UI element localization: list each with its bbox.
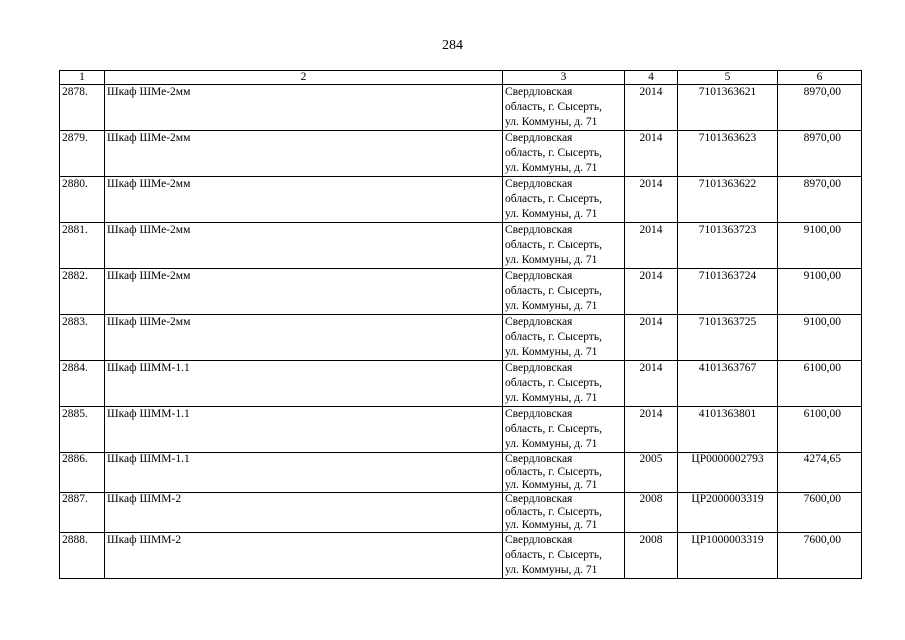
item-name-cell: Шкаф ШММ-1.1 [105, 453, 503, 493]
table-row [60, 269, 862, 315]
column-header: 5 [678, 71, 778, 85]
inventory-code-cell: 7101363723 [678, 223, 778, 269]
address-cell [503, 315, 625, 361]
inventory-code-cell: 7101363724 [678, 269, 778, 315]
address-line: область, г. Сысерть, [505, 147, 602, 159]
address-line: Свердловская [505, 86, 573, 98]
amount-cell: 8970,00 [778, 177, 862, 223]
table-row [60, 177, 862, 223]
item-name-cell: Шкаф ШМе-2мм [105, 177, 503, 223]
row-number-cell: 2886. [60, 453, 105, 493]
year-cell: 2008 [625, 533, 678, 579]
address-line: Свердловская [505, 534, 573, 546]
item-name-cell: Шкаф ШМе-2мм [105, 223, 503, 269]
inventory-code-cell: 7101363623 [678, 131, 778, 177]
year-cell: 2014 [625, 131, 678, 177]
item-name-cell: Шкаф ШМе-2мм [105, 131, 503, 177]
row-number-cell: 2881. [60, 223, 105, 269]
address-cell [503, 131, 625, 177]
address-line: область, г. Сысерть, [505, 285, 602, 297]
year-cell: 2014 [625, 177, 678, 223]
amount-cell: 4274,65 [778, 453, 862, 493]
column-header: 6 [778, 71, 862, 85]
address-line: ул. Коммуны, д. 71 [505, 392, 598, 404]
address-line: ул. Коммуны, д. 71 [505, 438, 598, 450]
amount-cell: 9100,00 [778, 315, 862, 361]
row-number-cell: 2884. [60, 361, 105, 407]
address-cell [503, 361, 625, 407]
address-line: Свердловская [505, 224, 573, 236]
year-cell: 2014 [625, 223, 678, 269]
item-name-cell: Шкаф ШМе-2мм [105, 315, 503, 361]
year-cell: 2014 [625, 407, 678, 453]
address-line: ул. Коммуны, д. 71 [505, 116, 598, 128]
row-number-cell: 2878. [60, 85, 105, 131]
address-line: область, г. Сысерть, [505, 101, 602, 113]
address-line: ул. Коммуны, д. 71 [505, 162, 598, 174]
table-row [60, 533, 862, 579]
amount-cell: 9100,00 [778, 269, 862, 315]
year-cell: 2014 [625, 269, 678, 315]
address-line: ул. Коммуны, д. 71 [505, 346, 598, 358]
table-row [60, 453, 862, 493]
year-cell: 2014 [625, 85, 678, 131]
item-name-cell: Шкаф ШММ-1.1 [105, 361, 503, 407]
property-registry-table [59, 70, 862, 579]
address-line: область, г. Сысерть, [505, 331, 602, 343]
inventory-code-cell: ЦР0000002793 [678, 453, 778, 493]
table-row [60, 85, 862, 131]
inventory-code-cell: 4101363767 [678, 361, 778, 407]
table-body [60, 71, 862, 579]
address-line: Свердловская [505, 408, 573, 420]
address-line: ул. Коммуны, д. 71 [505, 564, 598, 576]
table-row [60, 223, 862, 269]
inventory-code-cell: ЦР2000003319 [678, 493, 778, 533]
item-name-cell: Шкаф ШМе-2мм [105, 85, 503, 131]
amount-cell: 6100,00 [778, 407, 862, 453]
address-line: Свердловская [505, 132, 573, 144]
column-header: 3 [503, 71, 625, 85]
address-cell [503, 493, 625, 533]
address-line: область, г. Сысерть, [505, 377, 602, 389]
address-line: Свердловская [505, 493, 573, 505]
inventory-code-cell: 7101363725 [678, 315, 778, 361]
page-number: 284 [442, 38, 463, 53]
table-row [60, 407, 862, 453]
row-number-cell: 2882. [60, 269, 105, 315]
row-number-cell: 2879. [60, 131, 105, 177]
amount-cell: 8970,00 [778, 85, 862, 131]
item-name-cell: Шкаф ШММ-2 [105, 493, 503, 533]
item-name-cell: Шкаф ШММ-1.1 [105, 407, 503, 453]
address-cell [503, 453, 625, 493]
year-cell: 2014 [625, 315, 678, 361]
address-line: ул. Коммуны, д. 71 [505, 254, 598, 266]
address-line: ул. Коммуны, д. 71 [505, 300, 598, 312]
address-line: Свердловская [505, 453, 573, 465]
item-name-cell: Шкаф ШМе-2мм [105, 269, 503, 315]
table-row [60, 361, 862, 407]
address-line: ул. Коммуны, д. 71 [505, 479, 598, 491]
inventory-code-cell: 7101363622 [678, 177, 778, 223]
table-row [60, 131, 862, 177]
inventory-code-cell: 7101363621 [678, 85, 778, 131]
item-name-cell: Шкаф ШММ-2 [105, 533, 503, 579]
address-line: область, г. Сысерть, [505, 506, 602, 518]
year-cell: 2005 [625, 453, 678, 493]
amount-cell: 8970,00 [778, 131, 862, 177]
address-line: Свердловская [505, 178, 573, 190]
column-header: 4 [625, 71, 678, 85]
address-line: Свердловская [505, 270, 573, 282]
address-line: ул. Коммуны, д. 71 [505, 208, 598, 220]
row-number-cell: 2885. [60, 407, 105, 453]
column-header: 1 [60, 71, 105, 85]
amount-cell: 7600,00 [778, 533, 862, 579]
year-cell: 2008 [625, 493, 678, 533]
address-cell [503, 269, 625, 315]
table-row [60, 493, 862, 533]
table-header-row [60, 71, 862, 85]
row-number-cell: 2887. [60, 493, 105, 533]
amount-cell: 6100,00 [778, 361, 862, 407]
address-cell [503, 177, 625, 223]
year-cell: 2014 [625, 361, 678, 407]
address-line: область, г. Сысерть, [505, 466, 602, 478]
column-header: 2 [105, 71, 503, 85]
row-number-cell: 2883. [60, 315, 105, 361]
address-cell [503, 85, 625, 131]
row-number-cell: 2880. [60, 177, 105, 223]
row-number-cell: 2888. [60, 533, 105, 579]
address-line: Свердловская [505, 316, 573, 328]
address-cell [503, 223, 625, 269]
inventory-code-cell: ЦР1000003319 [678, 533, 778, 579]
address-line: ул. Коммуны, д. 71 [505, 519, 598, 531]
table-row [60, 315, 862, 361]
inventory-code-cell: 4101363801 [678, 407, 778, 453]
amount-cell: 7600,00 [778, 493, 862, 533]
amount-cell: 9100,00 [778, 223, 862, 269]
address-cell [503, 407, 625, 453]
address-line: область, г. Сысерть, [505, 193, 602, 205]
address-line: Свердловская [505, 362, 573, 374]
address-line: область, г. Сысерть, [505, 549, 602, 561]
address-line: область, г. Сысерть, [505, 239, 602, 251]
address-line: область, г. Сысерть, [505, 423, 602, 435]
address-cell [503, 533, 625, 579]
